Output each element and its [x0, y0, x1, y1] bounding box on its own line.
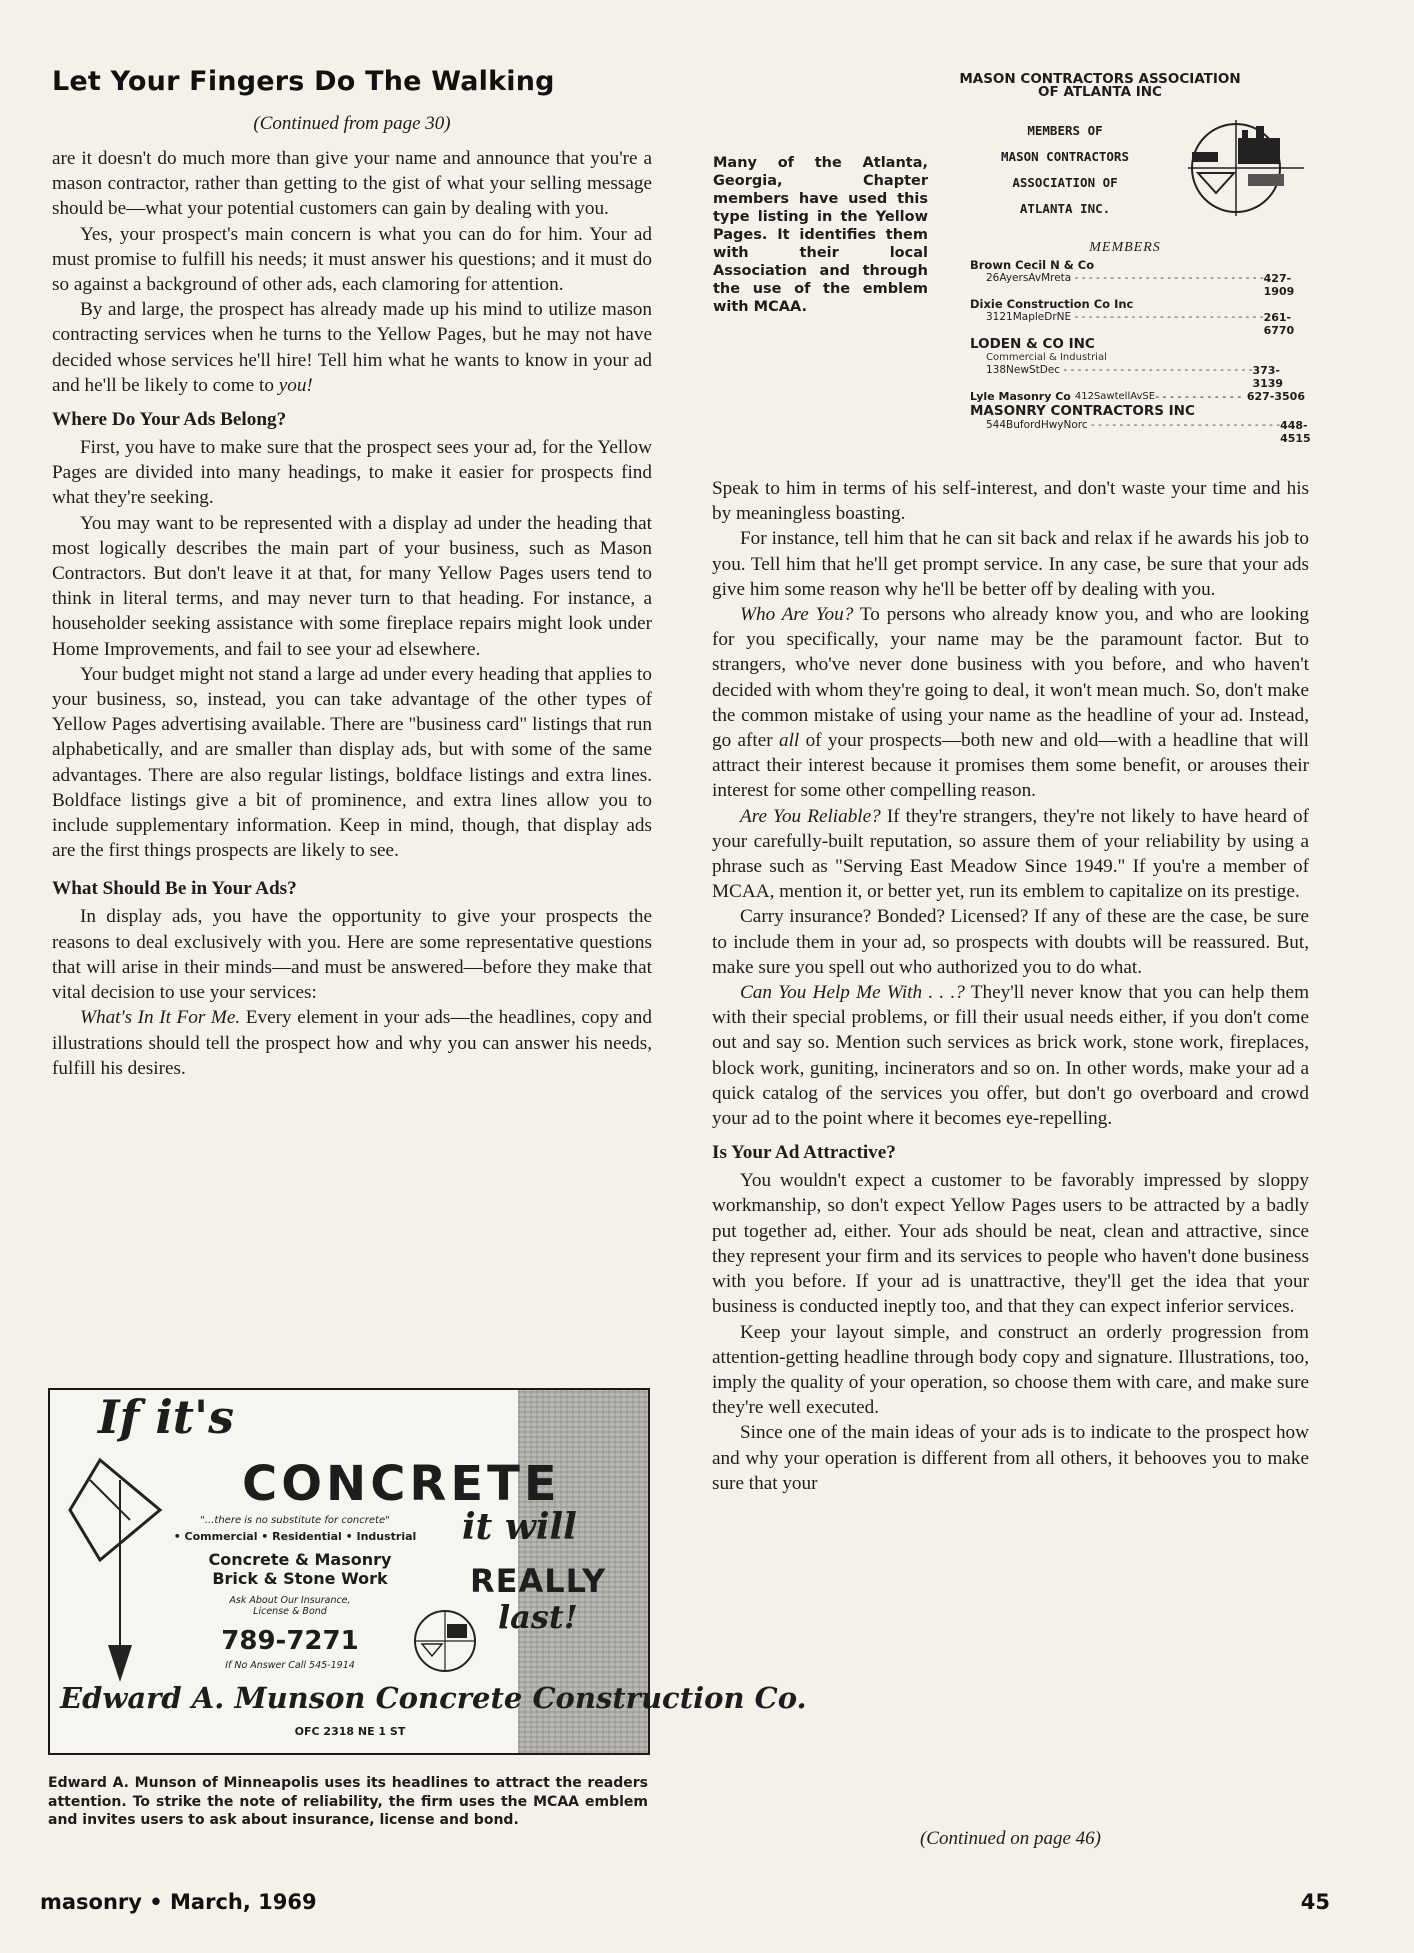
- paragraph: Who Are You? To persons who already know you, and who are looking for you specifically, your name may be the paramount factor. But to strangers, who've never done business with you before, and who haven't decided with whom they're going to deal, it won't mean much. So, don't make the common mistake of using your name as the headline of your ad. Instead, go after all of your prospects—both new and old—with a headline that will attract their interest because it promises them some benefit, or arouses their interest for some other compelling reason.: [712, 604, 1310, 802]
- members-listing: [970, 258, 1311, 445]
- ad-company-name: Edward A. Munson Concrete Construction Co.: [60, 1681, 807, 1715]
- ad-phone: 789-7271: [221, 1626, 359, 1656]
- continued-from-note: (Continued from page 30): [253, 113, 451, 134]
- paragraph: Carry insurance? Bonded? Licensed? If any of these are the case, be sure to include them in your ad, so prospects with doubts will be reassured. But, make sure you spell out who authorized you to do what.: [712, 906, 1309, 978]
- ad-tagline-script-2: last!: [498, 1598, 578, 1636]
- continued-on-note: (Continued on page 46): [919, 1828, 1101, 1849]
- paragraph: In display ads, you have the opportunity to give your prospects the reasons to deal exclusively with you. Here are some representative questions that will arise in their minds—and must be answered—before they make that vital decision to use your services:: [52, 906, 652, 1004]
- article-title: Let Your Fingers Do The Walking: [52, 66, 555, 97]
- right-column: [712, 476, 1309, 1496]
- left-column: [52, 146, 652, 1081]
- ad-headline-script: If it's: [98, 1390, 235, 1444]
- ad-tagline-script: it will: [462, 1506, 577, 1548]
- publication-footer: masonry • March, 1969: [40, 1890, 317, 1914]
- list-item: LODEN & CO INC Commercial & Industrial 138NewStDec - - - - - - - - - - - - - - - - - - - - - - - - - - - 373-3139: [970, 336, 1284, 390]
- paragraph: Yes, your prospect's main concern is what you can do for him. Your ad must promise to fulfill his needs; it must answer his questions; and it must do so against a background of other ads, each clamoring for attention.: [52, 223, 652, 296]
- ad-office-address: OFC 2318 NE 1 ST: [294, 1725, 406, 1738]
- paragraph: Since one of the main ideas of your ads is to indicate to the prospect how and why your operation is different from all others, it behooves you to make sure that your: [712, 1422, 1309, 1494]
- listing-caption: Many of the Atlanta, Georgia, Chapter members have used this type listing in the Yellow Pages. It identifies them with their local Association and through the use of the emblem with MCAA.: [713, 155, 928, 315]
- paragraph: Are You Reliable? If they're strangers, they're not likely to have heard of your carefully-built reputation, so assure them of your reliability by using a phrase such as "Serving East Meadow Since 1949." If you're a member of MCAA, mention it, or better yet, run its emblem to capitalize on its prestige.: [712, 805, 1310, 903]
- paragraph: What's In It For Me. Every element in your ads—the headlines, copy and illustrations should tell the prospect how and why you can answer his needs, fulfill his desires.: [52, 1007, 652, 1079]
- list-item: MASONRY CONTRACTORS INC 544BufordHwyNorc - - - - - - - - - - - - - - - - - - - - - - - - - - - 448-4515: [970, 403, 1311, 445]
- paragraph: Speak to him in terms of his self-interest, and don't waste your time and his by meaningless boasting.: [712, 478, 1309, 525]
- paragraph: Can You Help Me With . . .? They'll never know that you can help them with their special problems, or fill their usual needs either, if you don't come out and say so. Mention such services as brick work, stone work, fireplaces, block work, guniting, incinerators and so on. In other words, make your ad a quick catalog of the services you offer, but don't go overboard and crowd your ad to the point where it becomes eye-repelling.: [712, 982, 1309, 1130]
- ad-caption: Edward A. Munson of Minneapolis uses its headlines to attract the readers attention. To strike the note of reliability, the firm uses the MCAA emblem and invites users to ask about insurance, license and bond.: [48, 1775, 648, 1828]
- ad-quote: "...there is no substitute for concrete": [200, 1515, 390, 1526]
- ad-alt-phone: If No Answer Call 545-1914: [225, 1660, 355, 1671]
- list-item: Brown Cecil N & Co 26AyersAvMreta - - - - - - - - - - - - - - - - - - - - - - - - - - - 427-1909: [970, 258, 1295, 298]
- paragraph: You may want to be represented with a display ad under the heading that most logically describes the main part of your business, such as Mason Contractors. But don't leave it at that, for many Yellow Pages users tend to think in literal terms, and may never turn to that heading. For instance, a householder seeking assistance with some fireplace repairs might look under Home Improvements, and fail to see your ad elsewhere.: [52, 512, 652, 660]
- paragraph: You wouldn't expect a customer to be favorably impressed by sloppy workmanship, so don't expect Yellow Pages users to be attracted by a badly put together ad, either. Your ads should be neat, clean and attractive, since they represent your firm and its services to people who haven't done business with you before. If your ad is unattractive, they'll get the idea that your business is conducted ineptly too, and that they can expect inferior services.: [712, 1170, 1309, 1318]
- ad-service-types: • Commercial • Residential • Industrial: [173, 1530, 417, 1543]
- ad-headline: CONCRETE: [242, 1456, 561, 1512]
- list-item: Lyle Masonry Co 412SawtellAvSE - - - - - - - - - - - - 627-3506: [970, 390, 1305, 403]
- paragraph: For instance, tell him that he can sit back and relax if he awards his job to you. Tell him that he'll get prompt service. In any case, be sure that your ads give him some reason why he'll be better off by dealing with you.: [712, 528, 1309, 600]
- section-heading: What Should Be in Your Ads?: [52, 878, 297, 900]
- paragraph: First, you have to make sure that the prospect sees your ad, for the Yellow Pages are divided into many headings, to make it easier for prospects find what they're seeking.: [52, 437, 652, 509]
- mcaa-emblem-icon: [412, 1608, 478, 1674]
- section-heading: Is Your Ad Attractive?: [712, 1142, 896, 1164]
- ad-tagline: REALLY: [470, 1562, 607, 1600]
- plumb-bob-icon: [60, 1450, 180, 1690]
- members-heading: MEMBERS: [1089, 240, 1161, 255]
- association-title: MASON CONTRACTORS ASSOCIATION OF ATLANTA INC: [959, 71, 1241, 100]
- mcaa-emblem-icon: [1186, 118, 1306, 218]
- section-heading: Where Do Your Ads Belong?: [52, 409, 287, 431]
- ad-services: Concrete & Masonry Brick & Stone Work: [208, 1550, 392, 1588]
- ad-insurance-note: Ask About Our Insurance, License & Bond: [229, 1595, 351, 1617]
- members-of-block: MEMBERS OF MASON CONTRACTORS ASSOCIATION OF ATLANTA INC.: [1001, 123, 1129, 216]
- paragraph: are it doesn't do much more than give your name and announce that you're a mason contractor, rather than getting to the gist of what your selling message should be—what your potential customers can gain by dealing with you.: [52, 148, 652, 220]
- paragraph: Keep your layout simple, and construct an orderly progression from attention-getting headline through body copy and signature. Illustrations, too, imply the quality of your operation, so choose them with care, and make sure they're well executed.: [712, 1321, 1309, 1419]
- page-number: 45: [1300, 1890, 1330, 1914]
- paragraph: Your budget might not stand a large ad under every heading that applies to your business, so, instead, you can take advantage of the other types of Yellow Pages advertising available. There are "business card" listings that run alphabetically, and are smaller than display ads, but with some of the same advantages. There are also regular listings, boldface listings and extra lines. Boldface listings give a bit of prominence, and extra lines allow you to include supplementary information. Keep in mind, though, that display ads are the first things prospects are likely to see.: [52, 663, 652, 862]
- list-item: Dixie Construction Co Inc 3121MapleDrNE - - - - - - - - - - - - - - - - - - - - - - - - - - - 261-6770: [970, 297, 1295, 337]
- paragraph: By and large, the prospect has already made up his mind to utilize mason contracting services when he turns to the Yellow Pages, but he may not have decided whose services he'll hire! Tell him what he wants to know in your ad and he'll be likely to come to you!: [52, 299, 652, 396]
- concrete-advertisement: [48, 1388, 807, 1755]
